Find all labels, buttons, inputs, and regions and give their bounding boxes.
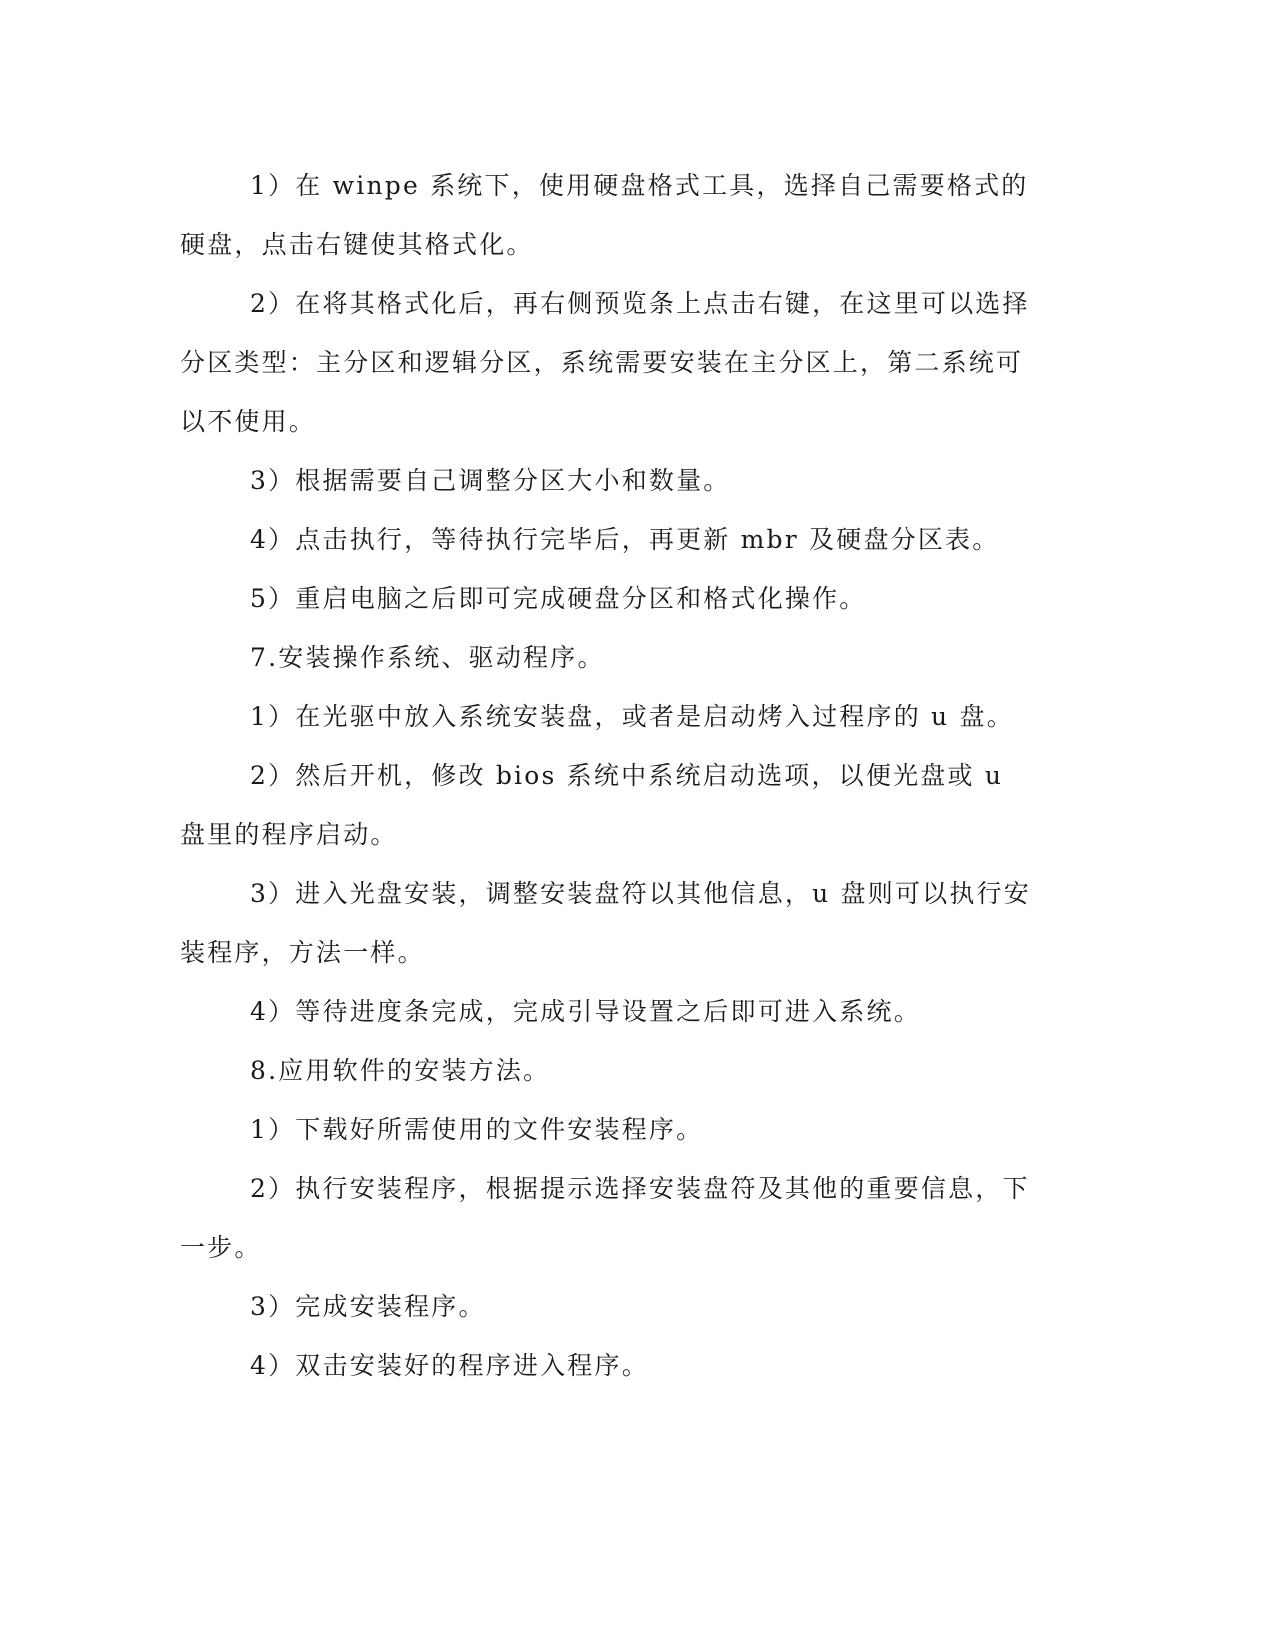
- paragraph: 1）下载好所需使用的文件安装程序。: [250, 1115, 704, 1144]
- paragraph: 1）在光驱中放入系统安装盘，或者是启动烤入过程序的 u 盘。: [250, 702, 1014, 731]
- paragraph: 2）在将其格式化后，再右侧预览条上点击右键，在这里可以选择分区类型：主分区和逻辑分区，系统需要安装在主分区上，第二系统可以不使用。: [180, 289, 1030, 436]
- paragraph: 3）完成安装程序。: [250, 1292, 486, 1321]
- paragraph: 3）进入光盘安装，调整安装盘符以其他信息，u 盘则可以执行安装程序，方法一样。: [180, 879, 1031, 967]
- paragraph: 2）执行安装程序，根据提示选择安装盘符及其他的重要信息，下一步。: [180, 1174, 1030, 1262]
- paragraph: 2）然后开机，修改 bios 系统中系统启动选项，以便光盘或 u 盘里的程序启动。: [180, 761, 1004, 849]
- paragraph: 4）点击执行，等待执行完毕后，再更新 mbr 及硬盘分区表。: [250, 525, 1000, 554]
- paragraph: 4）双击安装好的程序进入程序。: [250, 1351, 649, 1380]
- paragraph: 4）等待进度条完成，完成引导设置之后即可进入系统。: [250, 997, 921, 1026]
- section-heading: 7.安装操作系统、驱动程序。: [250, 643, 605, 672]
- section-heading: 8.应用软件的安装方法。: [250, 1056, 551, 1085]
- paragraph: 5）重启电脑之后即可完成硬盘分区和格式化操作。: [250, 584, 867, 613]
- paragraph: 1）在 winpe 系统下，使用硬盘格式工具，选择自己需要格式的硬盘，点击右键使其格式化。: [180, 171, 1029, 259]
- document-body: [180, 156, 1040, 1395]
- paragraph: 3）根据需要自己调整分区大小和数量。: [250, 466, 731, 495]
